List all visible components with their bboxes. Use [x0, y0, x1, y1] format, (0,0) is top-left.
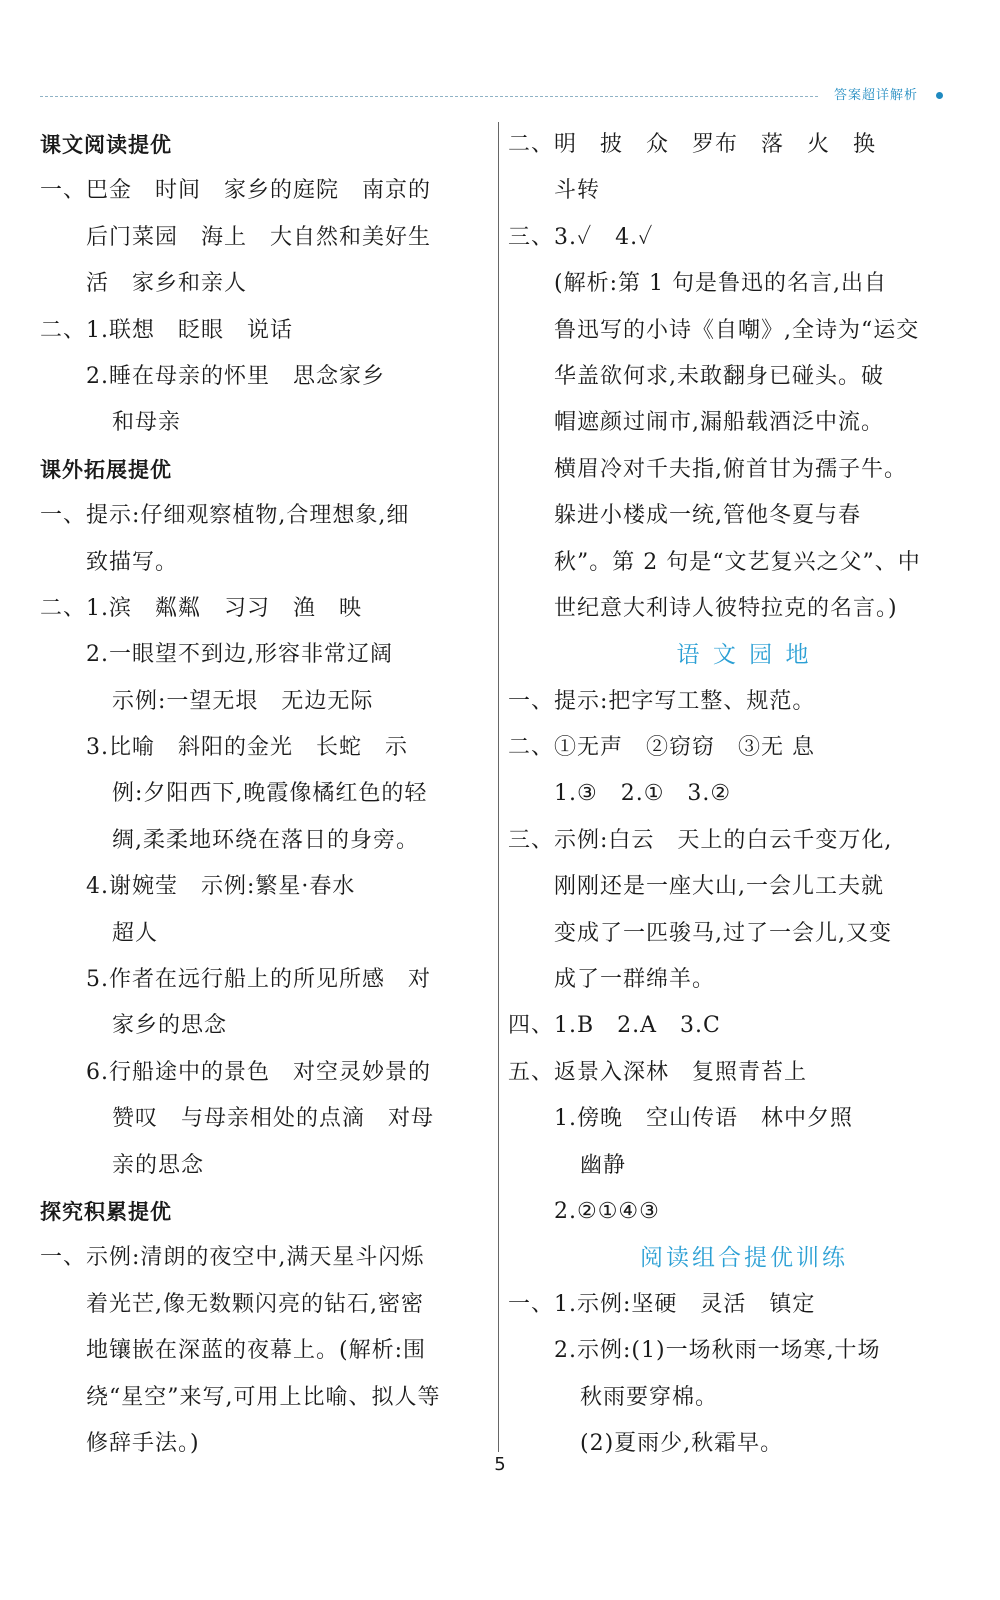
- header-dot-icon: [936, 92, 943, 99]
- answer-line: 一、提示:仔细观察植物,合理想象,细: [40, 503, 410, 529]
- page-number: 5: [494, 1454, 506, 1475]
- answer-line: 后门菜园 海上 大自然和美好生: [86, 224, 432, 250]
- answer-line: 三、示例:白云 天上的白云千变万化,: [508, 827, 893, 853]
- answer-line: 1.③ 2.① 3.②: [554, 781, 732, 807]
- answer-line: 活 家乡和亲人: [86, 271, 248, 297]
- answer-line: 四、1.B 2.A 3.C: [508, 1013, 721, 1039]
- answer-line: 帽遮颜过闹市,漏船载酒泛中流。: [554, 410, 884, 436]
- answer-line: 一、示例:清朗的夜空中,满天星斗闪烁: [40, 1245, 425, 1271]
- answer-line: 亲的思念: [112, 1152, 205, 1178]
- section-heading: 探究积累提优: [40, 1199, 172, 1224]
- header-title: 答案超详解析: [834, 88, 919, 103]
- answer-line: 二、①无声 ②窃窃 ③无 息: [508, 735, 815, 761]
- answer-line: 二、1.滨 粼粼 习习 渔 映: [40, 595, 362, 621]
- section-heading: 语 文 园 地: [676, 642, 812, 669]
- answer-line: 变成了一匹骏马,过了一会儿,又变: [554, 920, 892, 946]
- answer-line: 赞叹 与母亲相处的点滴 对母: [112, 1106, 435, 1132]
- answer-line: 6.行船途中的景色 对空灵妙景的: [86, 1059, 431, 1085]
- answer-line: 着光芒,像无数颗闪亮的钻石,密密: [86, 1291, 424, 1317]
- section-heading: 课外拓展提优: [40, 457, 172, 482]
- answer-line: 华盖欲何求,未敢翻身已碰头。破: [554, 363, 884, 389]
- answer-line: 2.一眼望不到边,形容非常辽阔: [86, 642, 393, 668]
- answer-line: 二、明 披 众 罗布 落 火 换: [508, 132, 877, 157]
- answer-line: 2.示例:(1)一场秋雨一场寒,十场: [554, 1338, 881, 1364]
- answer-line: 五、返景入深林 复照青苔上: [508, 1059, 808, 1085]
- answer-line: 3.比喻 斜阳的金光 长蛇 示: [86, 735, 408, 761]
- answer-line: 秋”。第 2 句是“文艺复兴之父”、中: [554, 549, 921, 575]
- answer-line: 绸,柔柔地环绕在落日的身旁。: [112, 827, 419, 853]
- answer-line: 三、3.✓ 4.✓: [508, 224, 654, 250]
- answer-line: 1.傍晚 空山传语 林中夕照: [554, 1106, 853, 1132]
- answer-line: 地镶嵌在深蓝的夜幕上。(解析:围: [86, 1338, 426, 1364]
- answer-line: 致描写。: [86, 549, 179, 575]
- answer-line: 家乡的思念: [112, 1013, 228, 1039]
- answer-line: 成了一群绵羊。: [554, 967, 716, 993]
- answer-line: 和母亲: [112, 410, 182, 436]
- header-divider: [40, 96, 818, 97]
- answer-line: 修辞手法。): [86, 1430, 200, 1456]
- answer-line: 一、巴金 时间 家乡的庭院 南京的: [40, 178, 432, 204]
- column-divider: [498, 122, 499, 1452]
- answer-line: 秋雨要穿棉。: [580, 1384, 719, 1410]
- answer-line: 超人: [112, 920, 159, 946]
- answer-line: (解析:第 1 句是鲁迅的名言,出自: [554, 271, 887, 297]
- answer-line: 5.作者在远行船上的所见所感 对: [86, 967, 431, 993]
- answer-line: 幽静: [580, 1152, 627, 1178]
- answer-line: 二、1.联想 眨眼 说话: [40, 317, 293, 343]
- left-column: [40, 122, 480, 1467]
- answer-line: 例:夕阳西下,晚霞像橘红色的轻: [112, 781, 428, 807]
- answer-line: 一、1.示例:坚硬 灵活 镇定: [508, 1291, 816, 1317]
- answer-line: 2.②①④③: [554, 1198, 660, 1224]
- answer-line: 刚刚还是一座大山,一会儿工夫就: [554, 874, 884, 900]
- answer-line: 一、提示:把字写工整、规范。: [508, 688, 816, 714]
- answer-line: 鲁迅写的小诗《自嘲》,全诗为“运交: [554, 317, 920, 343]
- answer-line: 4.谢婉莹 示例:繁星·春水: [86, 874, 356, 900]
- answer-line: 2.睡在母亲的怀里 思念家乡: [86, 363, 385, 389]
- section-heading: 课文阅读提优: [40, 133, 172, 157]
- answer-line: 躲进小楼成一统,管他冬夏与春: [554, 503, 861, 529]
- answer-line: 横眉冷对千夫指,俯首甘为孺子牛。: [554, 456, 907, 482]
- answer-line: 世纪意大利诗人彼特拉克的名言。): [554, 595, 898, 621]
- answer-line: 斗转: [554, 178, 601, 204]
- answer-line: 绕“星空”来写,可用上比喻、拟人等: [86, 1384, 441, 1410]
- section-heading: 阅读组合提优训练: [640, 1245, 848, 1272]
- answer-line: (2)夏雨少,秋霜早。: [580, 1430, 784, 1456]
- right-column: [508, 122, 980, 1467]
- answer-line: 示例:一望无垠 无边无际: [112, 688, 374, 714]
